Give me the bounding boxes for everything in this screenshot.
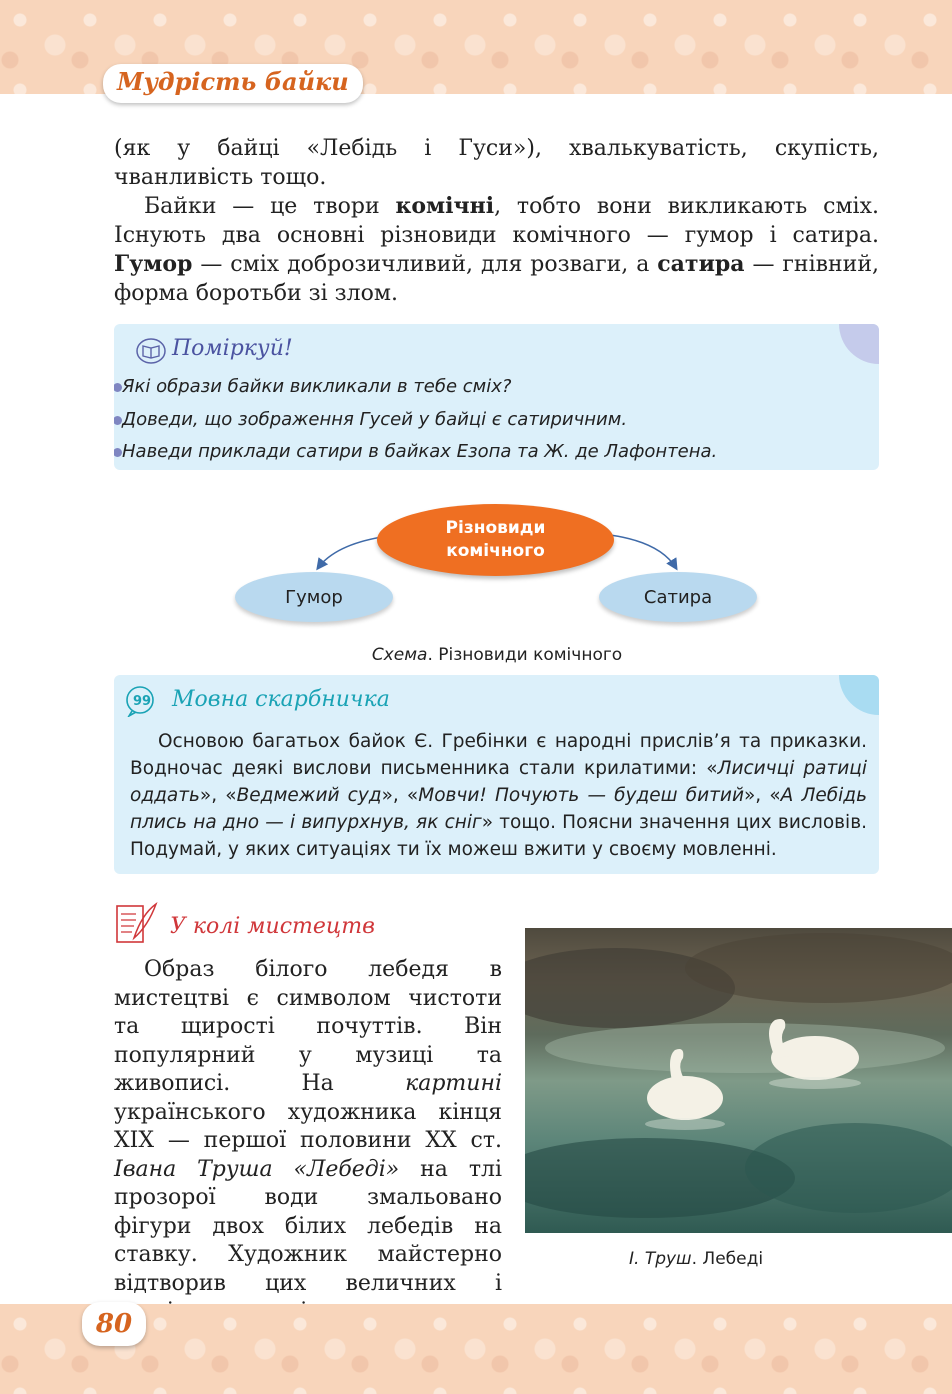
intro-paragraph-1 — [114, 134, 879, 192]
intro-text-2e: — сміх доброзичливий, для розваги, а — [192, 252, 658, 277]
intro-text-2c: , тобто вони викликають сміх. Існують два основні різновиди комічного — гумор і сатира. — [114, 194, 879, 248]
art-text-2: картині — [405, 1071, 502, 1096]
language-box — [114, 675, 879, 874]
think-item-1 — [122, 376, 511, 397]
intro-text-2a: Байки — це твори — [144, 194, 396, 219]
intro-text-2g: — гнівний, форма боротьби зі злом. — [114, 252, 879, 306]
quote-2: Ведмежий суд — [236, 785, 382, 806]
term-satire: сатира — [657, 251, 745, 277]
language-box-corner — [839, 675, 879, 715]
art-section-title: У колі мистецтв — [170, 914, 375, 939]
term-comic: комічні — [395, 193, 495, 219]
language-box-title: Мовна скарбничка — [172, 687, 390, 712]
lang-text-3: », « — [381, 785, 419, 806]
think-box-corner — [839, 324, 879, 364]
art-section-text — [114, 956, 502, 1327]
think-item-2-text: Доведи, що зображення Гусей у байці є сатиричним. — [122, 409, 628, 430]
intro-paragraph-2 — [114, 192, 879, 308]
section-title: Мудрість байки — [103, 64, 363, 103]
lang-text-1: Основою багатьох байок Є. Гребінки є народні прислів’я та приказки. Водночас деякі вислови письменника стали крилатими: « — [130, 731, 867, 779]
think-item-2 — [122, 409, 627, 430]
quote-icon — [124, 685, 158, 721]
art-text-4: Івана Труша «Лебеді» — [114, 1156, 400, 1182]
center-node-label: Різновиди комічного — [445, 518, 546, 561]
diagram-caption — [0, 645, 952, 665]
painting-caption-title: . Лебеді — [691, 1249, 764, 1269]
bullet-icon — [114, 448, 122, 457]
quote-3: Мовчи! Почують — будеш битий — [418, 785, 744, 806]
think-box — [114, 324, 879, 470]
quote-4: А Лебідь плись на дно — і випурхнув, як сніг — [130, 785, 867, 833]
art-text-1: Образ білого лебедя в мистецтві є символом чистоти та щирості почуттів. Він популярний у музиці та живописі. На — [114, 957, 502, 1096]
think-item-3-text: Наведи приклади сатири в байках Езопа та Ж. де Лафонтена. — [122, 441, 718, 462]
page-number: 80 — [82, 1302, 146, 1346]
think-item-3 — [122, 441, 717, 462]
art-text-5: на тлі прозорої води змальовано фігури двох білих лебедів на ставку. Художник майстерно відтворив цих величних і — [114, 1156, 503, 1296]
diagram-caption-text: . Різновиди комічного — [427, 645, 623, 665]
think-item-1-text: Які образи байки викликали в тебе сміх? — [122, 376, 512, 397]
painting-caption-author: І. Труш — [629, 1249, 692, 1269]
term-humor: Гумор — [114, 251, 193, 277]
swans-painting — [525, 928, 952, 1233]
scroll-quill-icon — [114, 900, 160, 952]
comic-types-diagram — [0, 490, 952, 640]
open-book-icon — [136, 338, 166, 368]
diagram-caption-italic: Схема — [371, 645, 428, 665]
art-text-3: українського художника кінця XIX — першої половини XX ст. — [114, 1099, 502, 1153]
lang-text-2: », « — [199, 785, 237, 806]
satire-node — [599, 572, 757, 622]
bullet-icon — [114, 416, 122, 425]
satire-node-label: Сатира — [643, 586, 713, 608]
svg-text:99: 99 — [133, 694, 152, 709]
lang-text-4: », « — [743, 785, 781, 806]
humor-node-label: Гумор — [285, 586, 343, 608]
arrow-to-satire — [610, 535, 676, 568]
center-node — [377, 504, 614, 576]
humor-node — [235, 572, 393, 622]
intro-text-1: (як у байці «Лебідь і Гуси»), хвалькуватість, скупість, чванливість тощо. — [114, 136, 879, 190]
think-box-title: Поміркуй! — [172, 336, 293, 361]
language-box-text — [130, 728, 867, 863]
bullet-icon — [114, 383, 122, 392]
painting-caption — [629, 1249, 763, 1269]
quote-1: Лисичці ратиці оддать — [130, 758, 867, 806]
lang-text-5: » тощо. Поясни значення цих висловів. Подумай, у яких ситуаціях ти їх можеш вжити у своєму мовленні. — [130, 812, 867, 860]
arrow-to-humor — [318, 537, 382, 568]
